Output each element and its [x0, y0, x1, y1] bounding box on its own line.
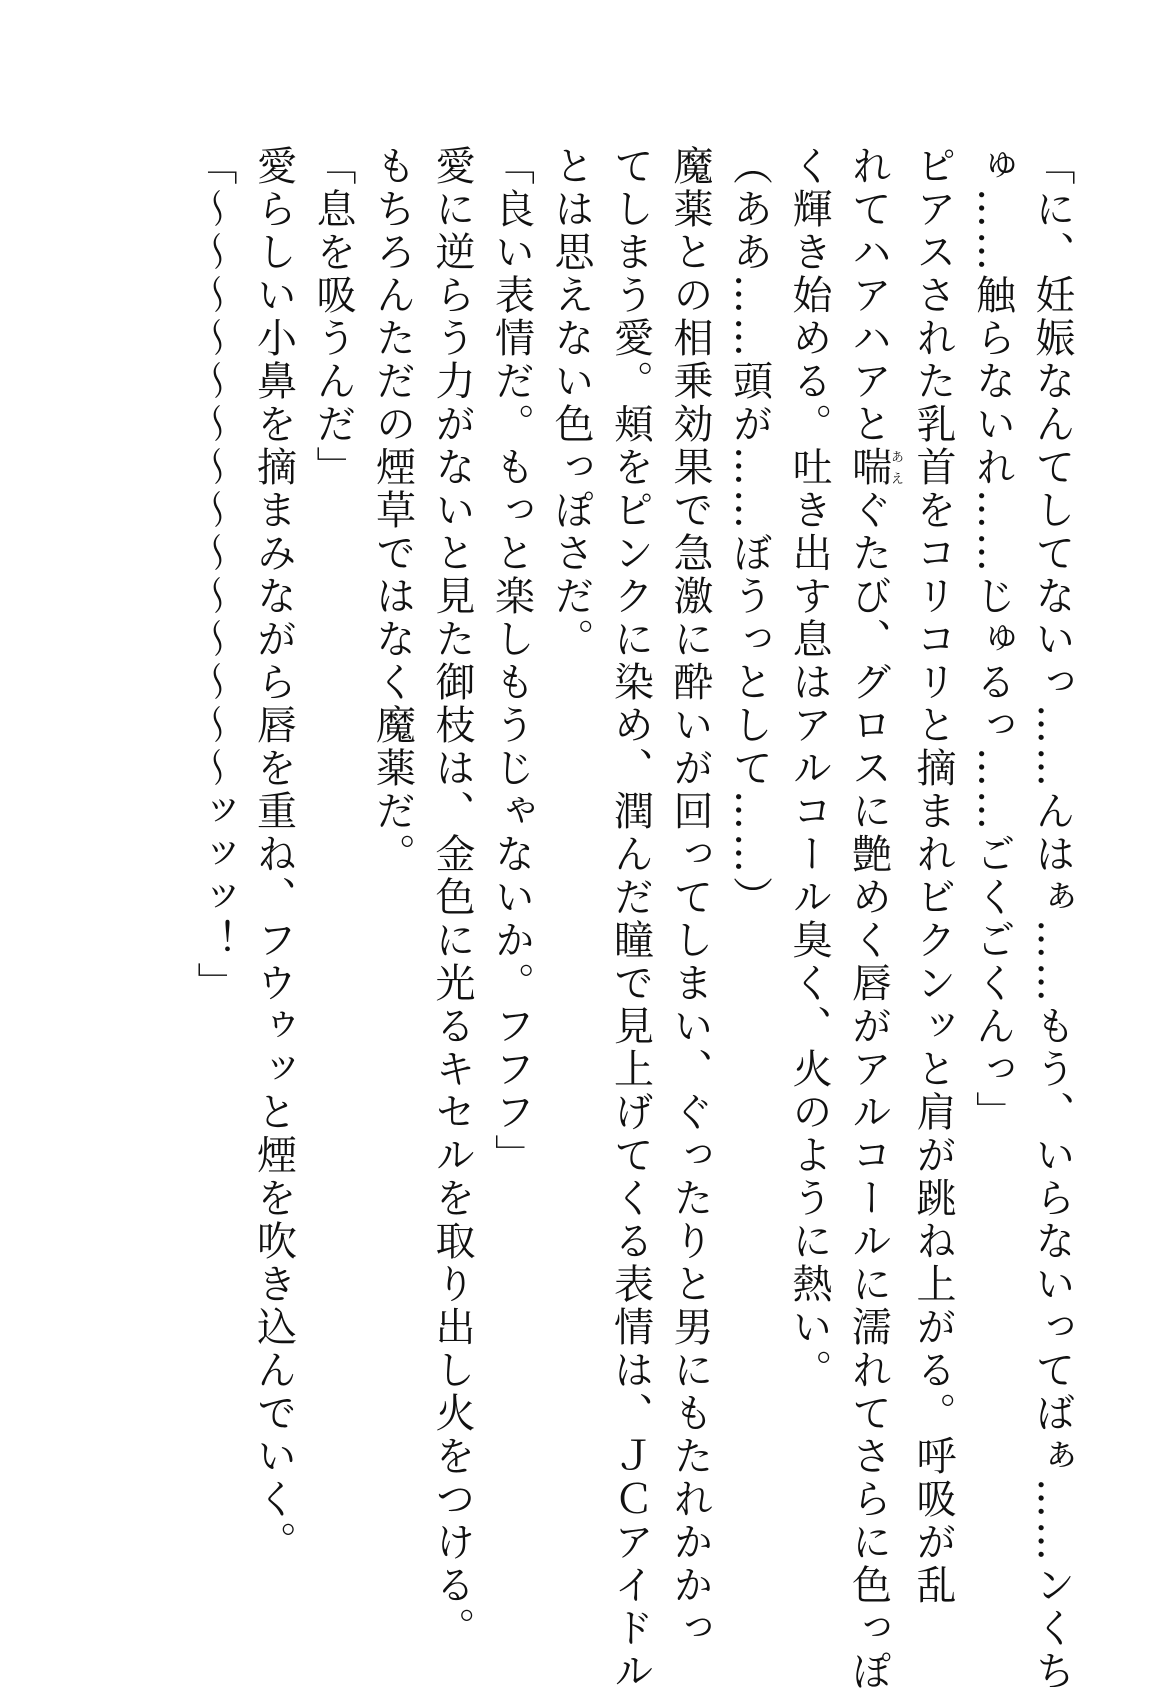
text-line-4 [838, 145, 903, 1693]
text-line-9: とは思えない色っぽさだ。 [548, 145, 594, 661]
text-line-1: 「に、妊娠なんてしてないっ……んはぁ……もう、いらないってばぁ……ンくち [1029, 145, 1075, 1693]
text-line-15: 「～～～～～～～～～～～～～～ッッッ！」 [191, 145, 237, 1005]
ruby-reading: あえ [888, 446, 903, 489]
ruby-base: 喘 [845, 446, 892, 489]
text-line-13: 「息を吸うんだ」 [310, 145, 356, 489]
text-line-3: ピアスされた乳首をコリコリと摘まれビクンッと肩が跳ね上がる。呼吸が乱 [910, 145, 956, 1607]
furigana-ruby [845, 446, 903, 489]
text-line-5: く輝き始める。吐き出す息はアルコール臭く、火のように熱い。 [786, 145, 832, 1392]
text-line-2: ゅ……触らないれ……じゅるっ……ごくごくんっ」 [969, 145, 1016, 1134]
text-line-12: もちろんただの煙草ではなく魔薬だ。 [369, 145, 416, 876]
text-line-8: てしまう愛。頬をピンクに染め、潤んだ瞳で見上げてくる表情は、ＪＣアイドル [607, 145, 654, 1693]
vertical-text-block [184, 145, 1082, 1693]
text-line-11: 愛に逆らう力がないと見た御枝は、金色に光るキセルを取り出し火をつける。 [429, 145, 475, 1650]
text-line-7: 魔薬との相乗効果で急激に酔いが回ってしまい、ぐったりと男にもたれかかっ [667, 145, 713, 1650]
text-line-4-suffix: ぐたび、グロスに艶めく唇がアルコールに濡れてさらに色っぽ [845, 489, 892, 1693]
text-line-4-prefix: れてハアハアと [845, 145, 892, 446]
text-line-10: 「良い表情だ。もっと楽しもうじゃないか。フフフ」 [488, 145, 535, 1177]
text-line-14: 愛らしい小鼻を摘まみながら唇を重ね、フウゥッと煙を吹き込んでいく。 [250, 145, 297, 1564]
text-line-6: （ああ……頭が……ぼうっとして……） [726, 145, 773, 919]
